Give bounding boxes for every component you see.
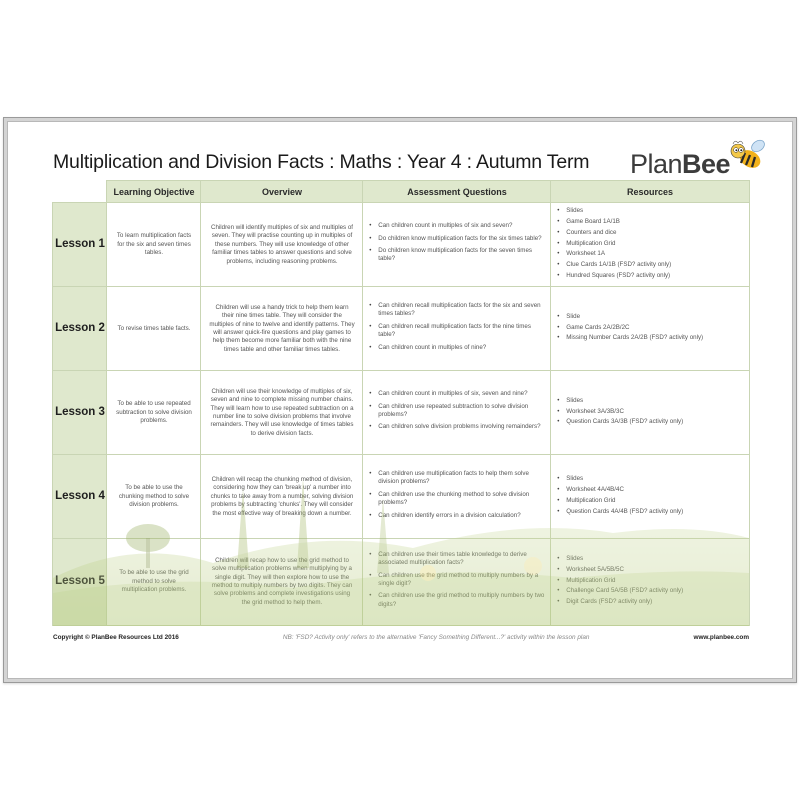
question-item: • Can children use the grid method to multiply numbers by two digits? — [368, 592, 547, 609]
assessment-questions — [362, 370, 552, 456]
learning-objective: To be able to use repeated subtraction to solve division problems. — [106, 370, 202, 456]
learning-objective: To be able to use the chunking method to solve division problems. — [106, 454, 202, 540]
learning-objective: To learn multiplication facts for the six and seven times tables. — [106, 202, 202, 288]
resource-item: • Question Cards 3A/3B (FSD? activity only) — [556, 418, 745, 426]
logo-suffix: Bee — [682, 149, 731, 179]
website-link[interactable]: www.planbee.com — [693, 633, 749, 641]
lesson-label: Lesson 5 — [52, 538, 108, 626]
fsd-note: NB: 'FSD? Activity only' refers to the alternative 'Fancy Something Different...?' activity within the lesson plan — [282, 633, 590, 641]
assessment-questions — [362, 454, 552, 540]
resource-item: • Worksheet 3A/3B/3C — [556, 408, 745, 416]
lesson-label: Lesson 4 — [52, 454, 108, 540]
resource-item: • Slides — [556, 475, 745, 483]
resource-item: • Slide — [556, 313, 745, 321]
question-item: • Can children count in multiples of six and seven? — [368, 222, 547, 230]
question-item: • Can children identify errors in a division calculation? — [368, 512, 547, 520]
column-header-learning-objective: Learning Objective — [106, 180, 202, 204]
resource-item: • Missing Number Cards 2A/2B (FSD? activity only) — [556, 334, 745, 342]
lesson-label: Lesson 3 — [52, 370, 108, 456]
page-title: Multiplication and Division Facts : Maths : Year 4 : Autumn Term — [53, 151, 590, 173]
learning-objective: To be able to use the grid method to solve multiplication problems. — [106, 538, 202, 626]
question-item: • Can children use repeated subtraction to solve division problems? — [368, 403, 547, 420]
logo-wordmark — [630, 149, 730, 180]
question-item: • Can children solve division problems involving remainders? — [368, 423, 547, 431]
overview: Children will use their knowledge of multiples of six, seven and nine to complete missing number chains. They will learn how to use repeated subtraction on a number line to solve division problems that involve remainders. They will use knowledge of times tables to derive division facts. — [200, 370, 364, 456]
resource-item: • Multiplication Grid — [556, 497, 745, 505]
resource-item: • Game Cards 2A/2B/2C — [556, 324, 745, 332]
column-header-assessment-questions: Assessment Questions — [362, 180, 552, 204]
resource-item: • Slides — [556, 207, 745, 215]
assessment-questions — [362, 286, 552, 372]
resource-item: • Clue Cards 1A/1B (FSD? activity only) — [556, 261, 745, 269]
resource-item: • Question Cards 4A/4B (FSD? activity only) — [556, 508, 745, 516]
resource-item: • Challenge Card 5A/5B (FSD? activity only) — [556, 587, 745, 595]
question-item: • Can children use the chunking method to solve division problems? — [368, 491, 547, 508]
overview: Children will use a handy trick to help them learn their nine times table. They will consider the multiples of nine to twelve and identify patterns. They will answer quick-fire questions and play games to help them become more familiar both with the nine times table and other familiar times tables. — [200, 286, 364, 372]
resource-item: • Digit Cards (FSD? activity only) — [556, 598, 745, 606]
assessment-questions — [362, 202, 552, 288]
resource-item: • Multiplication Grid — [556, 240, 745, 248]
learning-objective: To revise times table facts. — [106, 286, 202, 372]
resource-item: • Worksheet 1A — [556, 250, 745, 258]
resource-item: • Worksheet 4A/4B/4C — [556, 486, 745, 494]
overview: Children will recap the chunking method of division, considering how they can 'break up' a number into chunks to take away from a number, solving division problems by subtracting 'chunks'. They will consider the most effective way of breaking down a number. — [200, 454, 364, 540]
question-item: • Can children count in multiples of nine? — [368, 344, 547, 352]
lesson-plan-table — [53, 181, 749, 625]
header-corner — [52, 180, 108, 204]
column-header-overview: Overview — [200, 180, 364, 204]
question-item: • Can children use the grid method to multiply numbers by a single digit? — [368, 572, 547, 589]
assessment-questions — [362, 538, 552, 626]
resource-item: • Game Board 1A/1B — [556, 218, 745, 226]
lesson-label: Lesson 2 — [52, 286, 108, 372]
question-item: • Can children recall multiplication facts for the nine times table? — [368, 323, 547, 340]
resources — [550, 370, 750, 456]
resources — [550, 454, 750, 540]
resource-item: • Multiplication Grid — [556, 577, 745, 585]
question-item: • Can children use their times table knowledge to derive associated multiplication facts? — [368, 551, 547, 568]
resources — [550, 286, 750, 372]
question-item: • Do children know multiplication facts for the six times table? — [368, 235, 547, 243]
question-item: • Can children use multiplication facts to help them solve division problems? — [368, 470, 547, 487]
logo-prefix: Plan — [630, 149, 683, 179]
overview: Children will identify multiples of six and multiples of seven. They will practise counting up in multiples of these numbers. They will use knowledge of other familiar times tables to answer questions and solve problems, including reasoning problems. — [200, 202, 364, 288]
resource-item: • Hundred Squares (FSD? activity only) — [556, 272, 745, 280]
column-header-resources: Resources — [550, 180, 750, 204]
footer — [53, 631, 749, 643]
question-item: • Do children know multiplication facts for the seven times table? — [368, 247, 547, 264]
resources — [550, 202, 750, 288]
resource-item: • Worksheet 5A/5B/5C — [556, 566, 745, 574]
lesson-label: Lesson 1 — [52, 202, 108, 288]
resources — [550, 538, 750, 626]
bee-icon — [725, 137, 770, 173]
resource-item: • Counters and dice — [556, 229, 745, 237]
resource-item: • Slides — [556, 397, 745, 405]
overview: Children will recap how to use the grid method to solve multiplication problems when multiplying by a single digit. They will then explore how to use the method to multiply numbers by two digits. They can solve problems and complete investigations using the grid method to help them. — [200, 538, 364, 626]
question-item: • Can children count in multiples of six, seven and nine? — [368, 390, 547, 398]
question-item: • Can children recall multiplication facts for the six and seven times tables? — [368, 302, 547, 319]
copyright-notice: Copyright © PlanBee Resources Ltd 2016 — [53, 633, 179, 641]
resource-item: • Slides — [556, 555, 745, 563]
